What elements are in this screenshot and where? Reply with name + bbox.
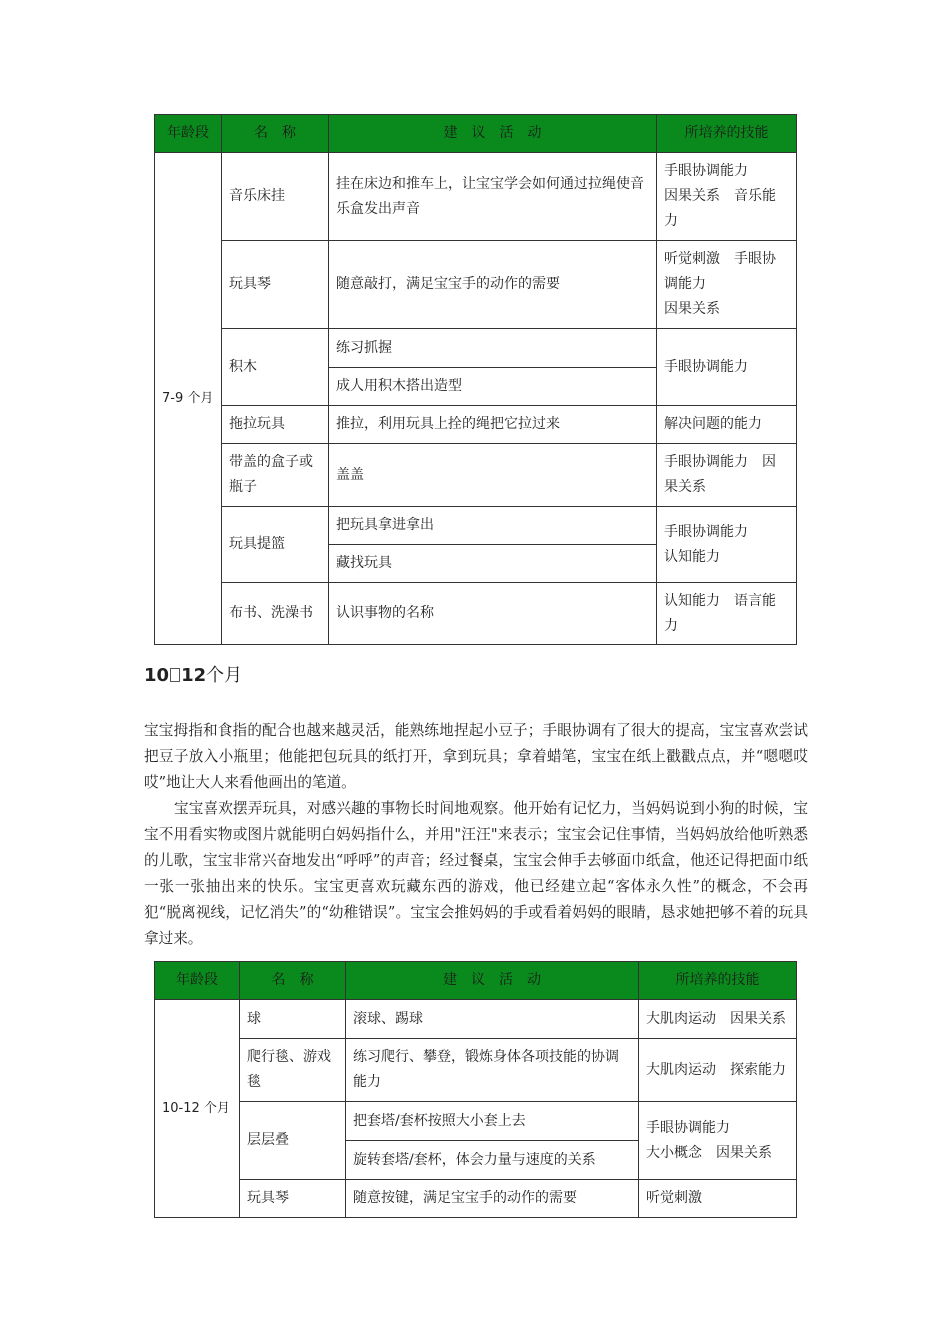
activity-table-7-9 xyxy=(154,114,797,645)
header-activity: 建 议 活 动 xyxy=(346,962,639,1000)
header-age: 年龄段 xyxy=(155,962,240,1000)
skill: 解决问题的能力 xyxy=(657,406,797,444)
activity: 把套塔/套杯按照大小套上去 xyxy=(346,1102,639,1141)
activity: 随意按键，满足宝宝手的动作的需要 xyxy=(346,1180,639,1218)
paragraph: 宝宝拇指和食指的配合也越来越灵活，能熟练地捏起小豆子；手眼协调有了很大的提高，宝宝喜欢尝试把豆子放入小瓶里；他能把包玩具的纸打开，拿到玩具；拿着蜡笔，宝宝在纸上戳戳点点，并“嗯嗯哎哎”地让大人来看他画出的笔道。 xyxy=(144,722,808,791)
skill: 手眼协调能力 xyxy=(657,329,797,406)
toy-name: 层层叠 xyxy=(240,1102,346,1180)
toy-name: 玩具琴 xyxy=(240,1180,346,1218)
header-age: 年龄段 xyxy=(155,115,222,153)
activity: 挂在床边和推车上，让宝宝学会如何通过拉绳使音乐盒发出声音 xyxy=(329,153,657,241)
activity: 滚球、踢球 xyxy=(346,1000,639,1039)
skill: 手眼协调能力 因果关系 音乐能力 xyxy=(657,153,797,241)
activity: 盖盖 xyxy=(329,444,657,507)
skill: 大肌肉运动 探索能力 xyxy=(639,1039,797,1102)
activity: 练习抓握 xyxy=(329,329,657,368)
skill: 手眼协调能力 大小概念 因果关系 xyxy=(639,1102,797,1180)
toy-name: 带盖的盒子或瓶子 xyxy=(222,444,329,507)
activity: 藏找玩具 xyxy=(329,545,657,583)
skill: 认知能力 语言能力 xyxy=(657,583,797,645)
activity: 随意敲打，满足宝宝手的动作的需要 xyxy=(329,241,657,329)
toy-name: 玩具琴 xyxy=(222,241,329,329)
activity: 认识事物的名称 xyxy=(329,583,657,645)
skill: 手眼协调能力 因果关系 xyxy=(657,444,797,507)
toy-name: 布书、洗澡书 xyxy=(222,583,329,645)
toy-name: 球 xyxy=(240,1000,346,1039)
skill: 大肌肉运动 因果关系 xyxy=(639,1000,797,1039)
header-name: 名 称 xyxy=(222,115,329,153)
header-activity: 建 议 活 动 xyxy=(329,115,657,153)
section-heading: 10 12个月 xyxy=(144,665,243,686)
toy-name: 爬行毯、游戏毯 xyxy=(240,1039,346,1102)
toy-name: 拖拉玩具 xyxy=(222,406,329,444)
header-skill: 所培养的技能 xyxy=(657,115,797,153)
skill: 手眼协调能力 认知能力 xyxy=(657,507,797,583)
skill: 听觉刺激 手眼协调能力 因果关系 xyxy=(657,241,797,329)
age-cell: 7-9 个月 xyxy=(155,153,222,645)
skill: 听觉刺激 xyxy=(639,1180,797,1218)
activity: 把玩具拿进拿出 xyxy=(329,507,657,545)
header-skill: 所培养的技能 xyxy=(639,962,797,1000)
paragraph: 宝宝喜欢摆弄玩具，对感兴趣的事物长时间地观察。他开始有记忆力，当妈妈说到小狗的时候，宝宝不用看实物或图片就能明白妈妈指什么，并用"汪汪"来表示；宝宝会记住事情，当妈妈放给他听熟悉的儿歌，宝宝非常兴奋地发出“呼呼”的声音；经过餐桌，宝宝会伸手去够面巾纸盒，他还记得把面巾纸一张一张抽出来的快乐。宝宝更喜欢玩藏东西的游戏，他已经建立起“客体永久性”的概念，不会再犯“脱离视线，记忆消失”的“幼稚错误”。宝宝会推妈妈的手或看着妈妈的眼睛，恳求她把够不着的玩具拿过来。 xyxy=(144,800,808,947)
activity: 成人用积木搭出造型 xyxy=(329,368,657,406)
age-cell: 10-12 个月 xyxy=(155,1000,240,1218)
toy-name: 积木 xyxy=(222,329,329,406)
toy-name: 音乐床挂 xyxy=(222,153,329,241)
header-name: 名 称 xyxy=(240,962,346,1000)
activity-table-10-12 xyxy=(154,961,797,1218)
toy-name: 玩具提篮 xyxy=(222,507,329,583)
activity: 旋转套塔/套杯，体会力量与速度的关系 xyxy=(346,1141,639,1180)
activity: 练习爬行、攀登，锻炼身体各项技能的协调能力 xyxy=(346,1039,639,1102)
activity: 推拉，利用玩具上拴的绳把它拉过来 xyxy=(329,406,657,444)
